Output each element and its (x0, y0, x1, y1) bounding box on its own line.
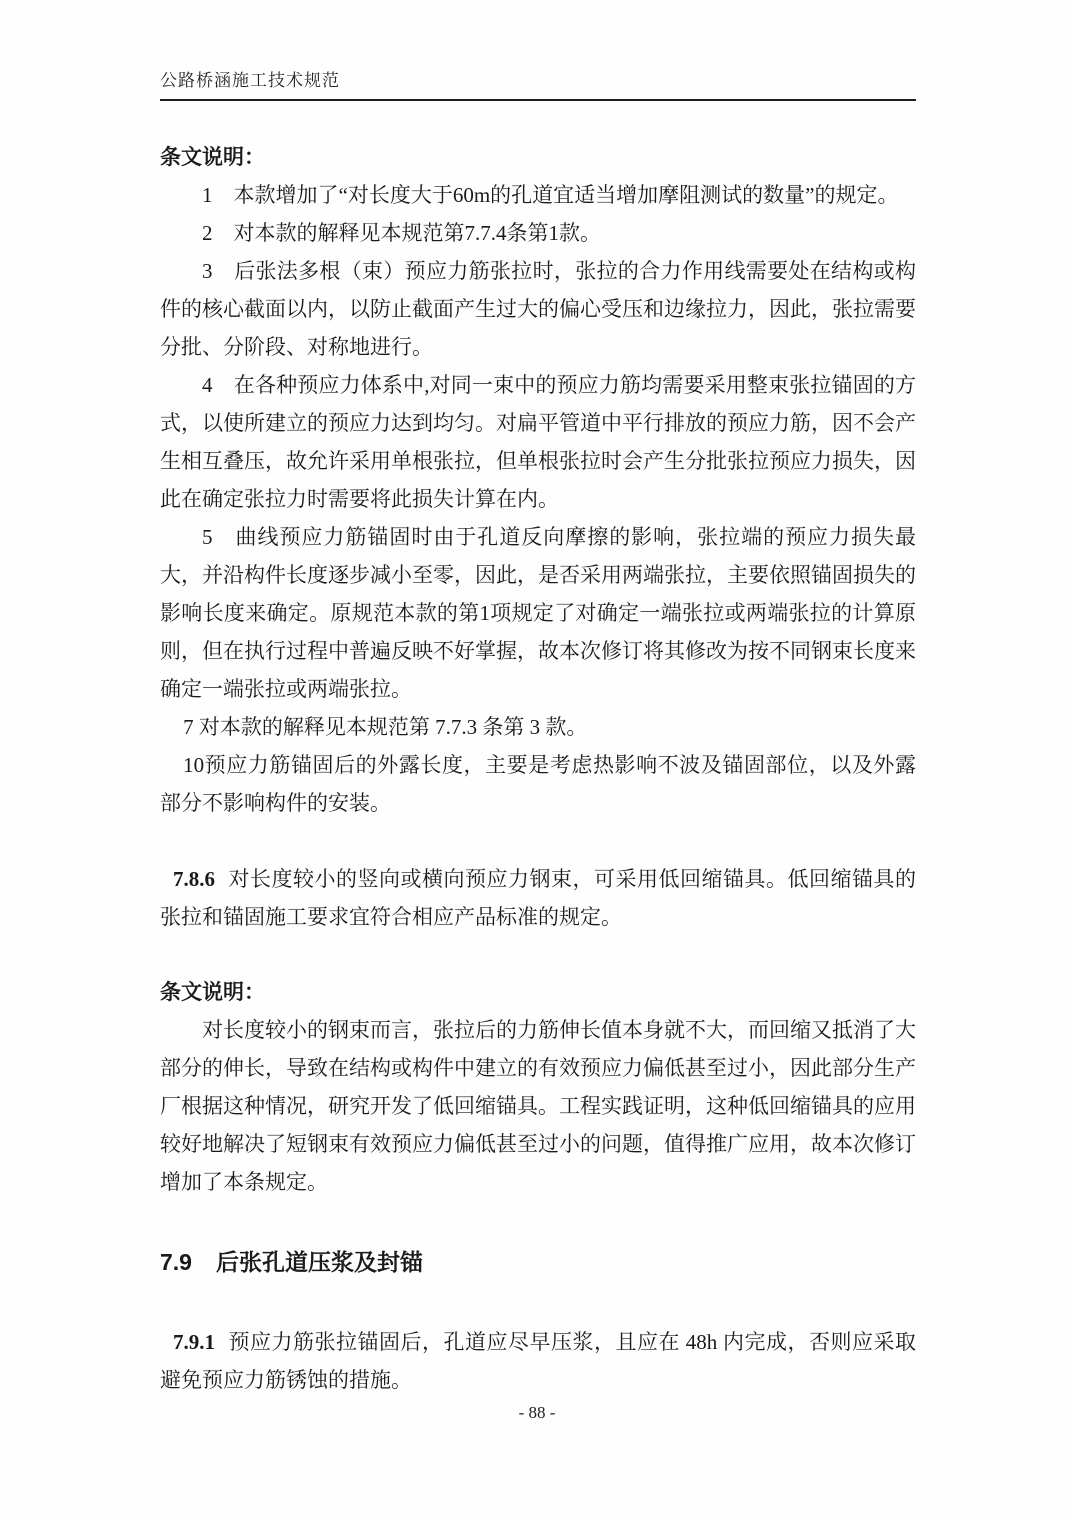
section-heading-7-9 (160, 1247, 916, 1277)
clause-7-9-1-number: 7.9.1 (173, 1330, 215, 1354)
page-header (160, 70, 916, 101)
explanation1-item-2: 2 对本款的解释见本规范第7.7.4条第1款。 (202, 221, 601, 245)
explanation1-item-1: 1 本款增加了“对长度大于60m的孔道宜适当增加摩阻测试的数量”的规定。 (202, 183, 899, 207)
clause-7-9-1-text: 预应力筋张拉锚固后，孔道应尽早压浆，且应在 48h 内完成，否则应采取避免预应力筋锈蚀的措施。 (160, 1330, 916, 1392)
clause-7-9-1 (160, 1323, 916, 1399)
page-content (160, 138, 916, 1399)
explanation2-label: 条文说明： (160, 980, 265, 1004)
clause-7-8-6-number: 7.8.6 (173, 867, 215, 891)
page-number: - 88 - (518, 1403, 556, 1422)
explanation1-item-10: 10预应力筋锚固后的外露长度，主要是考虑热影响不波及锚固部位，以及外露部分不影响构件的安装。 (160, 753, 916, 815)
explanation1-item-5: 5 曲线预应力筋锚固时由于孔道反向摩擦的影响，张拉端的预应力损失最大，并沿构件长度逐步减小至零，因此，是否采用两端张拉，主要依照锚固损失的影响长度来确定。原规范本款的第1项规定了对确定一端张拉或两端张拉的计算原则，但在执行过程中普遍反映不好掌握，故本次修订将其修改为按不同钢束长度来确定一端张拉或两端张拉。 (160, 525, 916, 701)
section-7-9-title: 后张孔道压浆及封锚 (215, 1249, 423, 1275)
section-7-9-number: 7.9 (160, 1249, 192, 1275)
clause-7-8-6 (160, 860, 916, 936)
document-header-title: 公路桥涵施工技术规范 (160, 71, 340, 90)
explanation2-paragraph: 对长度较小的钢束而言，张拉后的力筋伸长值本身就不大，而回缩又抵消了大部分的伸长，导致在结构或构件中建立的有效预应力偏低甚至过小，因此部分生产厂根据这种情况，研究开发了低回缩锚具。工程实践证明，这种低回缩锚具的应用较好地解决了短钢束有效预应力偏低甚至过小的问题，值得推广应用，故本次修订增加了本条规定。 (160, 1018, 916, 1194)
clause-7-8-6-text: 对长度较小的竖向或横向预应力钢束，可采用低回缩锚具。低回缩锚具的张拉和锚固施工要求宜符合相应产品标准的规定。 (160, 867, 916, 929)
explanation1-item-7: 7 对本款的解释见本规范第 7.7.3 条第 3 款。 (183, 715, 588, 739)
explanation1-item-4: 4 在各种预应力体系中,对同一束中的预应力筋均需要采用整束张拉锚固的方式，以使所建立的预应力达到均匀。对扁平管道中平行排放的预应力筋，因不会产生相互叠压，故允许采用单根张拉，但单根张拉时会产生分批张拉预应力损失，因此在确定张拉力时需要将此损失计算在内。 (160, 373, 916, 511)
explanation1-label: 条文说明： (160, 145, 265, 169)
explanation1-item-3: 3 后张法多根（束）预应力筋张拉时，张拉的合力作用线需要处在结构或构件的核心截面以内，以防止截面产生过大的偏心受压和边缘拉力，因此，张拉需要分批、分阶段、对称地进行。 (160, 259, 916, 359)
